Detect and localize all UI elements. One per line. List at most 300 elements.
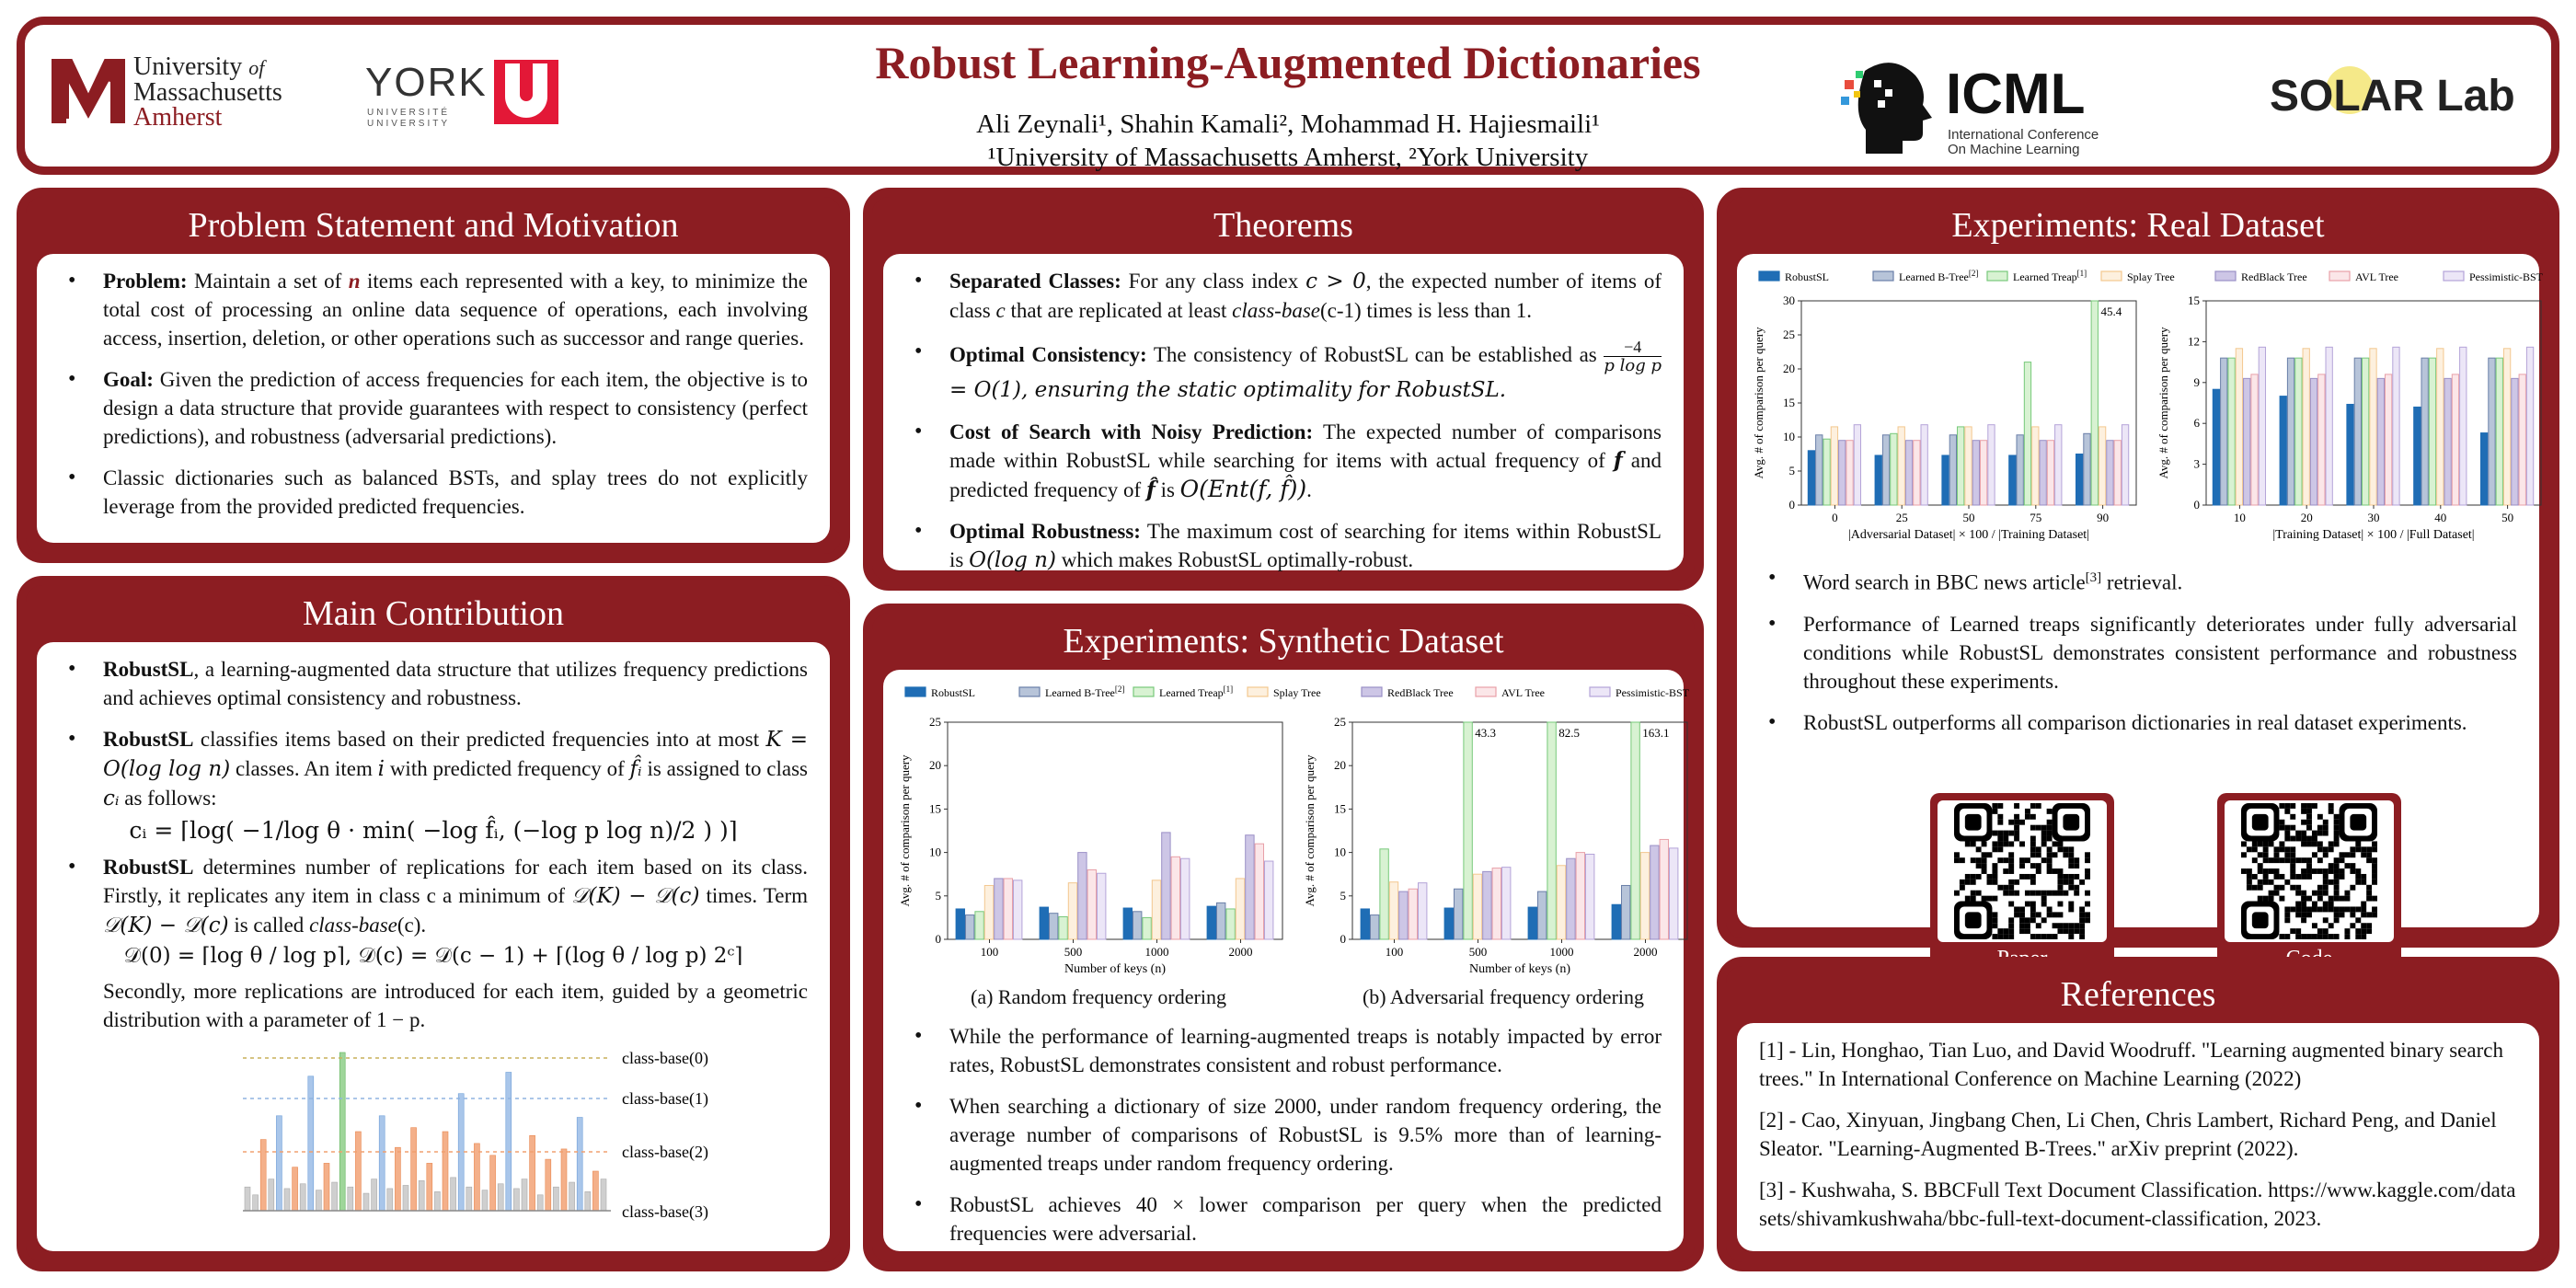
text: Classic dictionaries such as balanced BSTs, and splay trees do not explicitly leverage from the provided predicted frequencies.	[103, 466, 808, 518]
text: The consistency of RobustSL can be established as	[1146, 342, 1604, 366]
bar	[1483, 871, 1491, 939]
legend-swatch	[2329, 271, 2350, 281]
bar	[2437, 349, 2444, 505]
class-label-2: class-base(2)	[622, 1143, 708, 1161]
bar	[1846, 441, 1853, 505]
bar	[1380, 849, 1388, 939]
bar	[2444, 378, 2451, 505]
text: (c-1) times is less than 1.	[1320, 299, 1532, 322]
bar	[1217, 903, 1225, 939]
bar	[2295, 358, 2302, 505]
icml-small2: On Machine Learning	[1948, 142, 2080, 157]
fraction-den: p log p	[1604, 356, 1662, 375]
solar-text: SOLAR Lab	[2270, 72, 2515, 121]
bar	[1068, 883, 1076, 939]
replication-bar	[451, 1178, 456, 1211]
real-bullet-1	[1759, 564, 2517, 597]
math: 𝒟(K) − 𝒟(c)	[103, 914, 229, 937]
y-axis-label: Avg. # of comparison per query	[1303, 754, 1317, 907]
bar	[1246, 835, 1254, 939]
theorem-separated	[905, 267, 1662, 325]
math-n: n	[348, 270, 361, 293]
bar	[2228, 358, 2235, 505]
text: with predicted frequency of	[385, 757, 630, 780]
theorems-panel	[863, 188, 1704, 591]
contribution-bullet-1	[59, 655, 808, 712]
bar	[1839, 441, 1846, 505]
bar	[2503, 349, 2510, 505]
text: = O(1), ensuring the static optimality for RobustSL.	[949, 378, 1507, 402]
synthetic-bullet-1: • While the performance of learning-augmented treaps is notably impacted by error rates, RobustSL demonstrates consistent and robust performance.	[905, 1022, 1662, 1079]
text: classes. An item	[230, 757, 378, 780]
text: Word search in BBC news article	[1803, 570, 2086, 594]
qr-code[interactable]	[2217, 793, 2401, 973]
legend-label: RobustSL	[931, 686, 976, 699]
x-tick-label: 100	[1385, 945, 1404, 959]
contribution-bullet-3	[59, 853, 808, 940]
bar	[1854, 425, 1860, 505]
replication-bar	[269, 1179, 274, 1211]
bar	[1567, 858, 1575, 939]
bar	[1972, 441, 1979, 505]
math: f̂	[1145, 477, 1156, 502]
x-tick-label: 75	[2030, 511, 2042, 524]
legend-label: Learned Treap[1]	[2013, 269, 2087, 283]
y-tick-label: 10	[1783, 430, 1795, 443]
chart-adversarial-ordering	[1301, 709, 1696, 976]
bar	[1891, 433, 1897, 505]
bar	[1098, 873, 1106, 939]
x-axis-label: |Adversarial Dataset| × 100 / |Training Dataset|	[1848, 528, 2089, 542]
legend-swatch	[2101, 271, 2122, 281]
bar	[2076, 454, 2082, 506]
bar	[1965, 427, 1972, 505]
replication-bar	[513, 1189, 519, 1211]
synthetic-bullet-2: • When searching a dictionary of size 2000, under random frequency ordering, the average number of comparisons of RobustSL is 9.5% more than of learning-augmented treaps under random frequency ordering.	[905, 1092, 1662, 1178]
y-tick-label: 15	[1334, 801, 1346, 816]
bar	[975, 912, 983, 939]
bar	[1612, 904, 1620, 939]
author-list: Ali Zeynali¹, Shahin Kamali², Mohammad H. Hajiesmaili¹	[976, 109, 1600, 139]
bar	[1464, 722, 1472, 939]
bar	[1988, 425, 1995, 505]
y-tick-label: 0	[935, 932, 941, 946]
caption-a: (a) Random frequency ordering	[971, 985, 1226, 1008]
y-tick-label: 9	[2193, 374, 2200, 389]
legend-swatch	[1362, 687, 1382, 696]
text: classifies items based on their predicted frequencies into at most	[193, 728, 766, 751]
math: f̂ᵢ	[629, 757, 642, 781]
bar	[2280, 397, 2286, 505]
replication-bar	[506, 1073, 512, 1212]
bar	[2024, 362, 2030, 505]
icml-head-icon	[1837, 52, 1938, 154]
replication-bar	[482, 1190, 488, 1211]
contribution-bullet-2	[59, 725, 808, 813]
text: that are replicated at least	[1005, 299, 1233, 322]
bar	[1087, 869, 1096, 939]
replication-bar	[577, 1118, 582, 1211]
bar	[2393, 347, 2399, 505]
bar	[2084, 433, 2090, 505]
bar	[1171, 857, 1179, 939]
bar	[1958, 427, 1964, 505]
bar	[2310, 378, 2317, 505]
replication-bar	[387, 1189, 393, 1211]
fraction	[1604, 338, 1662, 375]
replication-bar	[316, 1190, 321, 1211]
york-text: YORK	[365, 60, 488, 105]
bar	[2251, 374, 2258, 505]
real-legend	[1750, 263, 2550, 289]
main-contribution-panel	[17, 576, 850, 1271]
italic-term: class-base	[1232, 299, 1320, 322]
replication-bar	[293, 1167, 298, 1211]
bar	[2318, 374, 2325, 505]
y-tick-label: 5	[1340, 888, 1346, 903]
panel-title: Problem Statement and Motivation	[188, 206, 679, 245]
math: O(Ent(f, f̂))	[1179, 476, 1307, 502]
x-tick-label: 50	[2501, 511, 2514, 524]
text: Given the prediction of access frequencies for each item, the objective is to design a data structure that provide guarantees with respect to consistency (perfect predictions), and robustness (adversarial predictions).	[103, 368, 808, 448]
panel-title: References	[2060, 975, 2216, 1014]
text: and predicted frequency of	[949, 449, 1662, 501]
bar	[1949, 435, 1956, 505]
bar	[2221, 358, 2227, 505]
bar	[1409, 889, 1417, 939]
replication-bar	[363, 1193, 369, 1211]
legend-label: Learned Treap[1]	[1159, 684, 1234, 699]
replication-bar	[355, 1132, 361, 1211]
bar	[1547, 722, 1556, 939]
legend-swatch	[2444, 271, 2464, 281]
chart-adversarial-dataset	[1750, 293, 2145, 542]
x-tick-label: 40	[2434, 511, 2447, 524]
bar	[1502, 868, 1511, 939]
math: c > 0	[1305, 270, 1366, 293]
bar	[1557, 866, 1565, 939]
replication-bar	[245, 1187, 250, 1211]
bullet-label: Optimal Consistency:	[949, 342, 1147, 366]
synthetic-bullet-3: • RobustSL achieves 40 × lower comparison per query when the predicted frequencies were adversarial.	[905, 1190, 1662, 1248]
x-tick-label: 20	[2300, 511, 2313, 524]
solar-lab-logo	[2270, 62, 2527, 144]
bar	[1980, 441, 1986, 505]
synthetic-experiments-panel	[863, 604, 1704, 1271]
y-tick-label: 3	[2193, 456, 2200, 471]
y-tick-label: 5	[935, 888, 941, 903]
icml-big: ICML	[1946, 63, 2086, 126]
legend-swatch	[2215, 271, 2236, 281]
replication-bar	[419, 1180, 424, 1211]
bar	[2009, 455, 2016, 505]
bar	[1014, 880, 1022, 939]
goal-bullet	[59, 365, 808, 451]
y-tick-label: 15	[2188, 293, 2200, 307]
bar	[2259, 347, 2265, 505]
replication-bar	[276, 1116, 282, 1211]
legend-label: Learned B-Tree[2]	[1899, 269, 1979, 283]
x-axis-label: |Training Dataset| × 100 / |Full Dataset|	[2272, 528, 2475, 542]
x-tick-label: 50	[1962, 511, 1975, 524]
bar	[995, 879, 1003, 939]
replication-bar	[601, 1179, 606, 1211]
bar	[1255, 844, 1263, 939]
bar	[2526, 347, 2533, 505]
text: The maximum cost of searching for items within RobustSL is	[949, 520, 1662, 571]
text: determines number of replications for each item based on its class. Firstly, it replicates any item in class c a minimum of	[103, 856, 808, 907]
y-tick-label: 20	[929, 758, 941, 773]
y-tick-label: 10	[929, 845, 941, 859]
replication-bar	[490, 1156, 496, 1211]
bar	[2429, 358, 2435, 505]
text: retrieval.	[2101, 570, 2183, 594]
replication-bar	[284, 1189, 290, 1211]
bar	[2363, 358, 2369, 505]
bar	[1389, 882, 1397, 939]
replication-bar	[585, 1191, 591, 1211]
bar	[2421, 358, 2428, 505]
bar	[2122, 425, 2128, 505]
references-panel	[1717, 957, 2559, 1271]
replication-bar	[474, 1144, 479, 1211]
legend-swatch	[1873, 271, 1893, 281]
replication-bar	[522, 1179, 527, 1211]
legend-label: Pessimistic-BST	[2469, 270, 2544, 283]
replication-bar	[339, 1052, 345, 1211]
legend-swatch	[1476, 687, 1496, 696]
bar	[1576, 853, 1584, 939]
x-tick-label: 100	[980, 945, 999, 959]
legend-label: RedBlack Tree	[2241, 270, 2307, 283]
legend-label: Splay Tree	[1273, 686, 1321, 699]
text: , a learning-augmented data structure that utilizes frequency predictions and achieves optimal consistency and robustness.	[103, 658, 808, 709]
real-bullet-3: • RobustSL outperforms all comparison dictionaries in real dataset experiments.	[1759, 708, 2517, 737]
bar	[1942, 455, 1949, 505]
replication-bar	[324, 1163, 329, 1211]
poster-title: Robust Learning-Augmented Dictionaries	[875, 37, 1701, 88]
y-axis-label: Avg. # of comparison per query	[1752, 327, 1765, 479]
legend-swatch	[905, 687, 926, 696]
replication-bar	[253, 1195, 259, 1211]
bar	[1059, 916, 1067, 939]
classic-bullet	[59, 464, 808, 521]
y-tick-label: 25	[929, 715, 941, 729]
x-tick-label: 2000	[1228, 945, 1253, 959]
bar	[1419, 883, 1427, 939]
umass-line3: Amherst	[133, 103, 223, 132]
york-sub: UNIVERSITÉ UNIVERSITY	[367, 108, 451, 129]
bar	[1816, 435, 1823, 505]
bar	[1631, 722, 1639, 939]
reference-1: [1] - Lin, Honghao, Tian Luo, and David Woodruff. "Learning augmented binary search trees." In International Conference on Machine Learning (2022)	[1759, 1039, 2503, 1090]
bullet-label: RobustSL	[103, 856, 194, 879]
qr-paper[interactable]	[1930, 793, 2114, 973]
bar	[2460, 347, 2467, 505]
y-tick-label: 0	[2193, 498, 2200, 512]
bar	[2244, 378, 2250, 505]
bar	[2303, 349, 2309, 505]
legend-swatch	[1759, 271, 1779, 281]
legend-swatch	[1133, 687, 1154, 696]
math: K = O(log log n)	[103, 728, 808, 781]
reference-2: [2] - Cao, Xinyuan, Jingbang Chen, Li Chen, Chris Lambert, Richard Peng, and Daniel Sleator. "Learning-Augmented B-Trees." arXiv preprint (2022).	[1759, 1109, 2497, 1160]
bar-annotation: 45.4	[2100, 305, 2122, 318]
replication-bar	[411, 1128, 417, 1211]
y-tick-label: 25	[1783, 328, 1795, 341]
bar	[1650, 845, 1659, 939]
text: For any class index	[1121, 270, 1306, 293]
replication-bar	[332, 1182, 338, 1211]
bar	[1361, 909, 1369, 939]
umass-of: of	[248, 56, 265, 79]
geometric-paragraph: Secondly, more replications are introduced for each item, guided by a geometric distribution with a parameter of 1 − p.	[103, 980, 808, 1031]
bar	[2107, 441, 2113, 505]
bar	[1040, 907, 1048, 939]
x-axis-label: Number of keys (n)	[1064, 962, 1167, 976]
replication-bar	[466, 1187, 472, 1211]
bar	[1226, 909, 1235, 939]
replication-bar	[300, 1184, 305, 1211]
replication-bar	[403, 1185, 408, 1211]
bar	[1808, 451, 1814, 505]
bar	[1004, 879, 1012, 939]
y-tick-label: 6	[2193, 416, 2200, 431]
text: (c).	[397, 914, 427, 937]
bullet-label: Separated Classes:	[949, 270, 1121, 293]
y-tick-label: 30	[1783, 293, 1795, 307]
bar	[1898, 427, 1904, 505]
bar	[1640, 853, 1649, 939]
text: Maintain a set of	[187, 270, 349, 293]
x-tick-label: 10	[2233, 511, 2246, 524]
y-tick-label: 5	[1788, 464, 1795, 477]
bar	[2047, 441, 2053, 505]
bar	[1473, 874, 1481, 939]
poster-authors	[25, 108, 2551, 174]
text: is called	[228, 914, 310, 937]
legend-label: AVL Tree	[2355, 270, 2399, 283]
y-tick-label: 20	[1334, 758, 1346, 773]
bar	[1882, 435, 1889, 505]
bar	[2347, 404, 2353, 505]
bar	[2452, 374, 2458, 505]
icml-small1: International Conference	[1948, 127, 2099, 143]
bar	[1622, 885, 1630, 939]
bar	[1207, 906, 1215, 939]
bar	[1823, 439, 1830, 505]
bar	[2496, 358, 2502, 505]
bar	[1265, 861, 1273, 939]
x-axis-label: Number of keys (n)	[1468, 962, 1571, 976]
text: , the expected number of items of class	[949, 270, 1662, 322]
bar	[2055, 425, 2062, 505]
x-tick-label: 30	[2367, 511, 2380, 524]
bar	[2370, 349, 2376, 505]
panel-title: Theorems	[1213, 206, 1353, 245]
umass-line2: Massachusetts	[133, 78, 282, 107]
y-axis-label: Avg. # of comparison per query	[898, 754, 912, 907]
replication-bar	[498, 1184, 503, 1211]
replication-bar	[348, 1187, 353, 1211]
bar	[1050, 914, 1058, 939]
bar	[1371, 915, 1379, 939]
bar	[1152, 880, 1160, 939]
text: times. Term	[699, 884, 809, 907]
y-tick-label: 25	[1334, 715, 1346, 729]
bar-annotation: 43.3	[1475, 726, 1497, 740]
bar	[2236, 349, 2242, 505]
legend-swatch	[1019, 687, 1040, 696]
y-tick-label: 20	[1783, 362, 1795, 375]
math: f	[1613, 448, 1623, 473]
replication-bar	[427, 1163, 432, 1211]
bar	[1914, 441, 1920, 505]
class-label-0: class-base(0)	[622, 1049, 708, 1067]
theorem-noisy	[905, 418, 1662, 504]
legend-swatch	[1987, 271, 2007, 281]
bar	[1123, 908, 1132, 939]
citation: [3]	[2085, 570, 2102, 585]
math: 𝒟(K) − 𝒟(c)	[571, 884, 700, 908]
bar	[2480, 433, 2487, 505]
bar	[2099, 427, 2105, 505]
qr-code-icon	[1938, 800, 2107, 942]
y-axis-label: Avg. # of comparison per query	[2156, 327, 2170, 479]
umass-line1: University	[133, 52, 243, 81]
replication-bar	[530, 1135, 535, 1211]
math: i	[377, 757, 385, 781]
replication-bar	[260, 1140, 266, 1211]
legend-swatch	[1590, 687, 1610, 696]
text: is	[1155, 478, 1180, 501]
poster-header	[17, 17, 2559, 175]
text: is assigned to class	[641, 757, 808, 780]
y-tick-label: 0	[1788, 498, 1795, 512]
legend-label: Pessimistic-BST	[1616, 686, 1690, 699]
x-tick-label: 25	[1895, 511, 1908, 524]
bar	[2354, 358, 2361, 505]
real-experiments-panel	[1717, 188, 2559, 948]
bar	[1921, 425, 1927, 505]
bar	[1670, 848, 1678, 939]
bar	[2489, 358, 2495, 505]
bar	[984, 885, 993, 939]
bar	[1143, 917, 1151, 939]
bar	[2414, 407, 2421, 505]
class-base-diagram	[59, 1040, 832, 1224]
italic-term: class-base	[309, 914, 397, 937]
bar	[2213, 389, 2219, 505]
y-tick-label: 10	[1334, 845, 1346, 859]
y-tick-label: 15	[929, 801, 941, 816]
chart-training-dataset	[2155, 293, 2550, 542]
class-label-3: class-base(3)	[622, 1202, 708, 1221]
bullet-label: Problem:	[103, 270, 188, 293]
bar	[2017, 435, 2023, 505]
x-tick-label: 500	[1468, 945, 1488, 959]
qr-code-icon	[2225, 800, 2394, 942]
y-tick-label: 12	[2188, 334, 2200, 349]
replication-bar	[372, 1179, 377, 1211]
bar	[1162, 833, 1170, 939]
bullet-label: RobustSL	[103, 658, 194, 681]
bar	[2519, 374, 2525, 505]
legend-label: RobustSL	[1785, 270, 1830, 283]
text: items each represented with a key, to minimize the total cost of processing an online data sequence of operations, each involving access, insertion, deletion, or other operations such as successor and range queries.	[103, 270, 808, 350]
replication-bar	[395, 1147, 400, 1211]
legend-swatch	[1248, 687, 1268, 696]
